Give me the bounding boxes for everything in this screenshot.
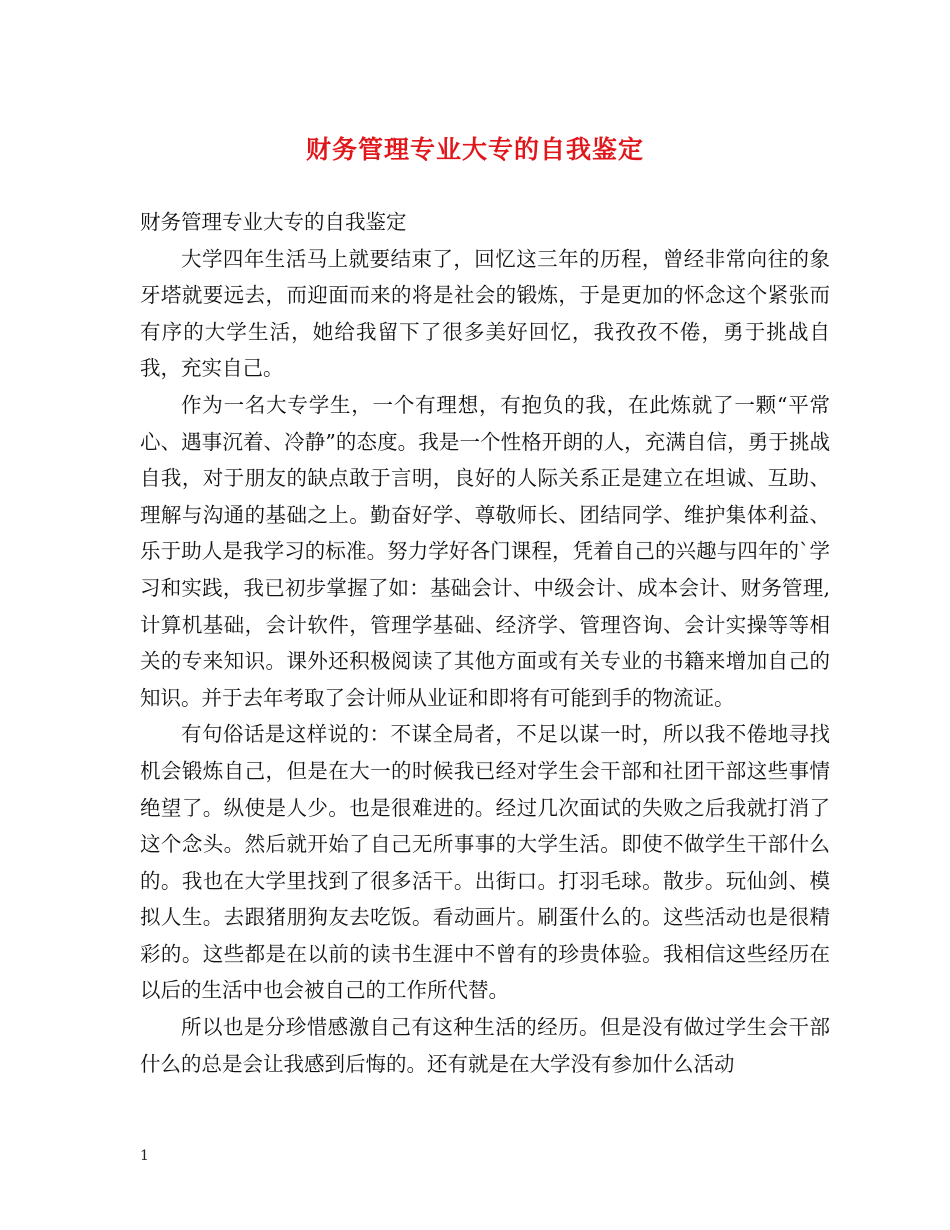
document-subtitle: 财务管理专业大专的自我鉴定 [140, 210, 407, 234]
document-body [140, 204, 830, 1082]
document-title: 财务管理专业大专的自我鉴定 [305, 135, 644, 164]
page-number: 1 [140, 1148, 149, 1164]
paragraph-1: 大学四年生活马上就要结束了，回忆这三年的历程，曾经非常向往的象牙塔就要远去，而迎面而来的将是社会的锻炼，于是更加的怀念这个紧张而有序的大学生活，她给我留下了很多美好回忆，我孜孜不倦，勇于挑战自我，充实自己。 [140, 246, 830, 381]
paragraph-3: 有句俗话是这样说的：不谋全局者，不足以谋一时，所以我不倦地寻找机会锻炼自己，但是在大一的时候我已经对学生会干部和社团干部这些事情绝望了。纵使是人少。也是很难进的。经过几次面试的失败之后我就打消了这个念头。然后就开始了自己无所事事的大学生活。即使不做学生干部什么的。我也在大学里找到了很多活干。出街口。打羽毛球。散步。玩仙剑、模拟人生。去跟猪朋狗友去吃饭。看动画片。刷蛋什么的。这些活动也是很精彩的。这些都是在以前的读书生涯中不曾有的珍贵体验。我相信这些经历在以后的生活中也会被自己的工作所代替。 [140, 722, 830, 1003]
paragraph-2: 作为一名大专学生，一个有理想，有抱负的我，在此炼就了一颗“平常心、遇事沉着、冷静”的态度。我是一个性格开朗的人，充满自信，勇于挑战自我，对于朋友的缺点敢于言明，良好的人际关系正是建立在坦诚、互助、理解与沟通的基础之上。勤奋好学、尊敬师长、团结同学、维护集体利益、乐于助人是我学习的标准。努力学好各门课程，凭着自己的兴趣与四年的`学习和实践，我已初步掌握了如：基础会计、中级会计、成本会计、财务管理,计算机基础，会计软件，管理学基础、经济学、管理咨询、会计实操等等相关的专来知识。课外还积极阅读了其他方面或有关专业的书籍来增加自己的知识。并于去年考取了会计师从业证和即将有可能到手的物流证。 [140, 392, 830, 710]
paragraph-4: 所以也是分珍惜感激自己有这种生活的经历。但是没有做过学生会干部什么的总是会让我感到后悔的。还有就是在大学没有参加什么活动 [140, 1015, 830, 1076]
